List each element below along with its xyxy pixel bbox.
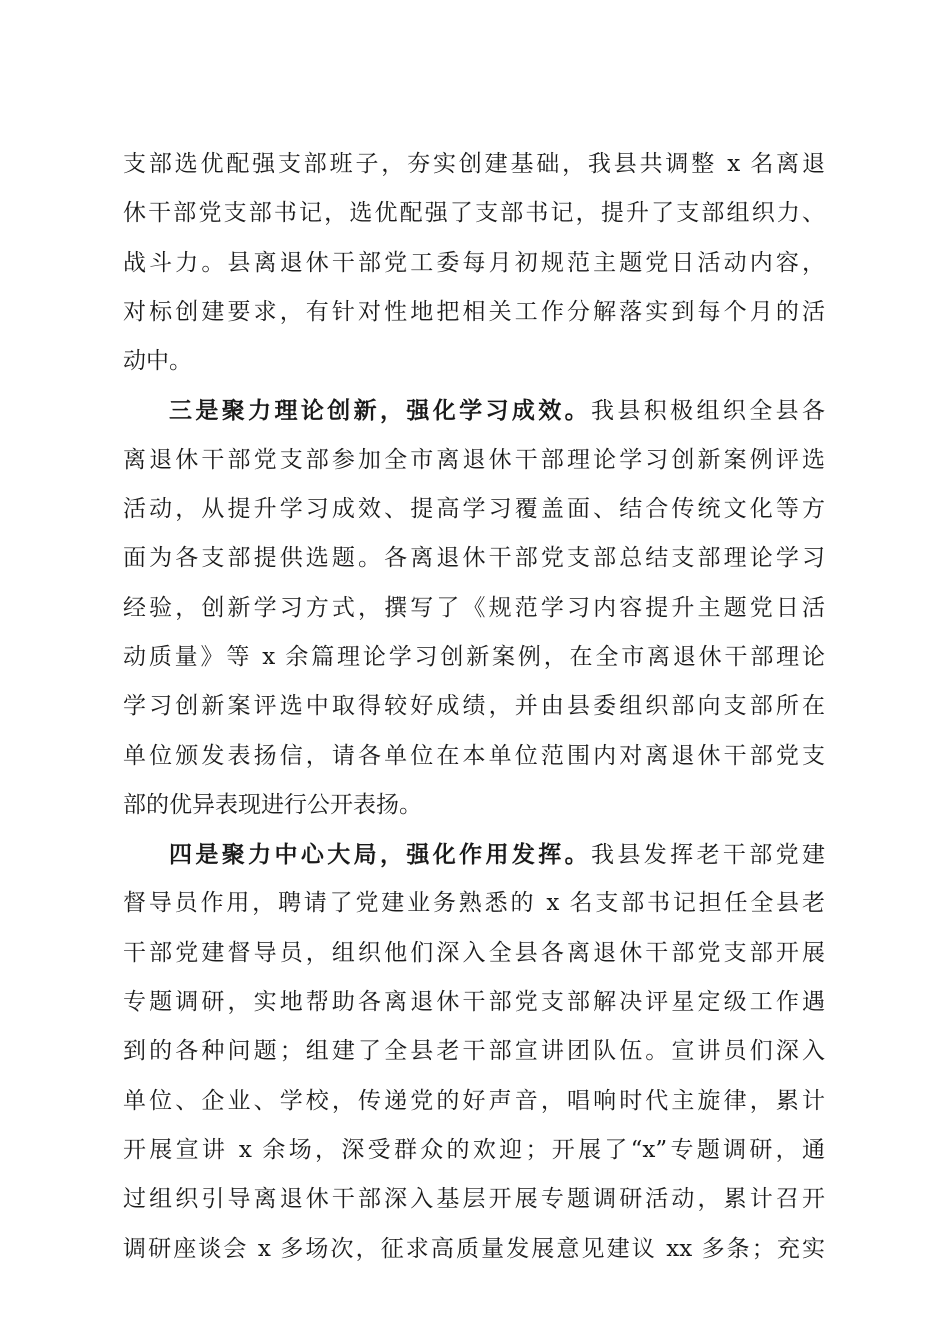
text-line: 部的优异表现进行公开表扬。 [123,791,422,818]
text-line [123,830,825,879]
text-line: 动质量》等 x 余篇理论学习创新案例，在全市离退休干部理论 [123,643,825,670]
paragraph-1 [123,140,825,386]
text-line: 对标创建要求，有针对性地把相关工作分解落实到每个月的活 [123,298,825,325]
text-run: 我县发挥老干部党建 [591,842,825,869]
text-line: 开展宣讲 x 余场，深受群众的欢迎；开展了“x”专题调研，通 [123,1136,825,1163]
paragraph-lead-heading: 三是聚力理论创新，强化学习成效。 [169,397,591,425]
text-line: 经验，创新学习方式，撰写了《规范学习内容提升主题党日活 [123,594,825,621]
document-body [123,140,825,1274]
text-line: 干部党建督导员，组织他们深入全县各离退休干部党支部开展 [123,939,825,966]
text-run: 我县积极组织全县各 [591,398,825,425]
text-line: 活动，从提升学习成效、提高学习覆盖面、结合传统文化等方 [123,496,825,523]
text-line: 动中。 [123,348,192,375]
text-line: 面为各支部提供选题。各离退休干部党支部总结支部理论学习 [123,545,825,572]
paragraph-lead-heading: 四是聚力中心大局，强化作用发挥。 [169,841,591,869]
text-line: 专题调研，实地帮助各离退休干部党支部解决评星定级工作遇 [123,989,825,1016]
text-line: 支部选优配强支部班子，夯实创建基础，我县共调整 x 名离退 [123,151,825,177]
text-line: 单位、企业、学校，传递党的好声音，唱响时代主旋律，累计 [123,1087,825,1114]
text-line: 离退休干部党支部参加全市离退休干部理论学习创新案例评选 [123,446,825,473]
paragraph-3 [123,830,825,1274]
text-line: 学习创新案评选中取得较好成绩，并由县委组织部向支部所在 [123,693,825,720]
text-line: 督导员作用，聘请了党建业务熟悉的 x 名支部书记担任全县老 [123,890,825,917]
text-line: 战斗力。县离退休干部党工委每月初规范主题党日活动内容， [123,249,825,276]
text-line: 调研座谈会 x 多场次，征求高质量发展意见建议 xx 多条；充实 [123,1235,825,1262]
paragraph-2 [123,386,825,830]
text-line: 过组织引导离退休干部深入基层开展专题调研活动，累计召开 [123,1186,825,1213]
text-line: 单位颁发表扬信，请各单位在本单位范围内对离退休干部党支 [123,742,825,769]
text-line [123,386,825,435]
text-line: 到的各种问题；组建了全县老干部宣讲团队伍。宣讲员们深入 [123,1038,825,1065]
text-line: 休干部党支部书记，选优配强了支部书记，提升了支部组织力、 [123,200,825,227]
